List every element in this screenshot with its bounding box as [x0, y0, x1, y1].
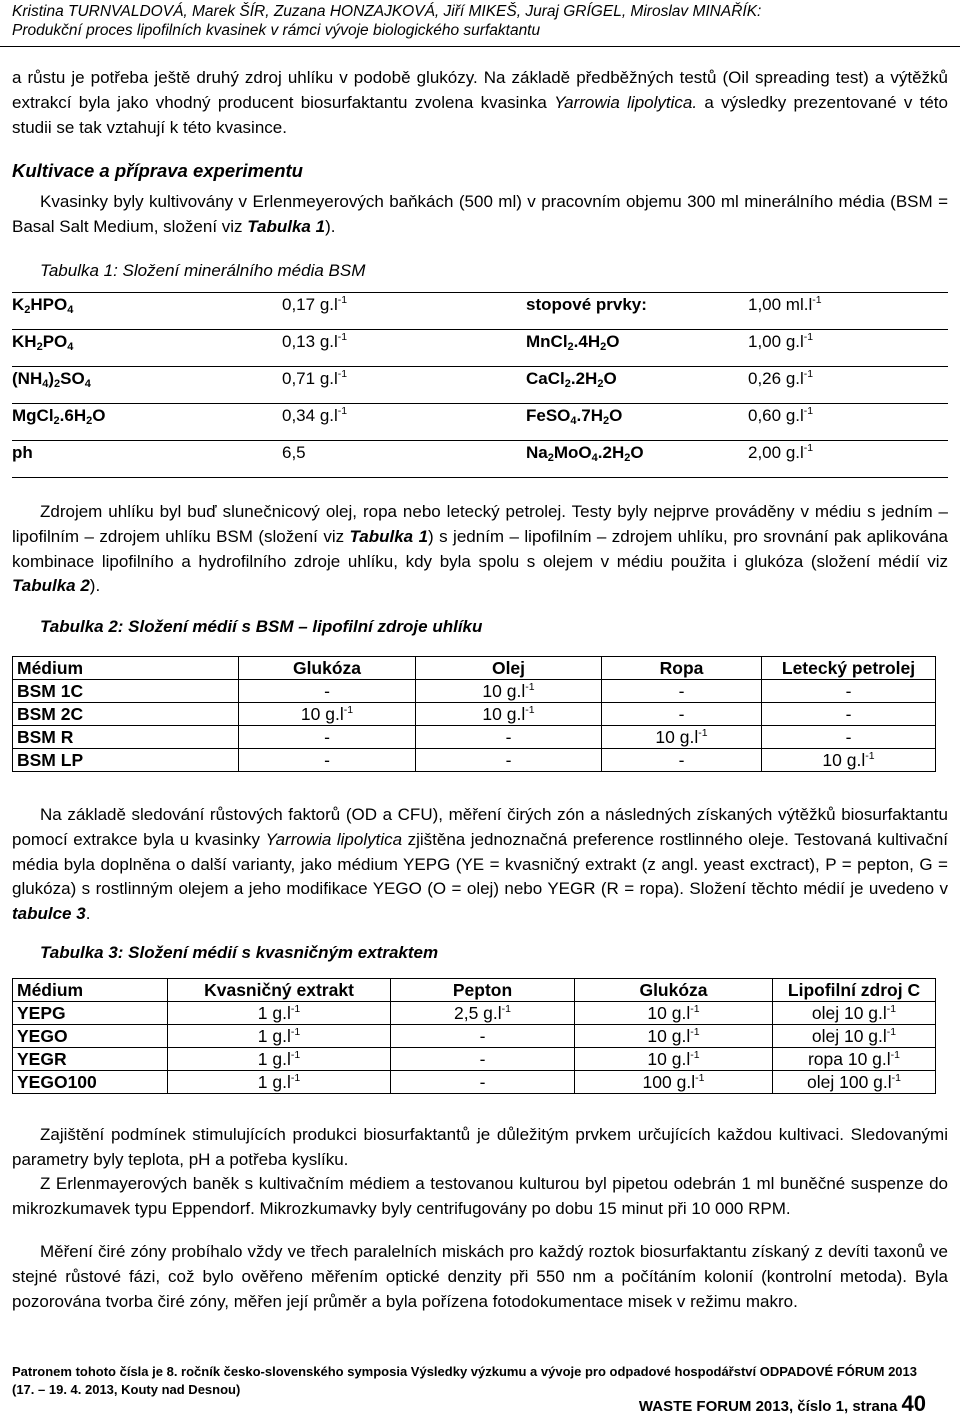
superscript-exponent: -1	[690, 1003, 700, 1015]
superscript-exponent: -1	[803, 368, 814, 380]
table-cell	[602, 726, 762, 749]
superscript-exponent: -1	[525, 704, 535, 716]
column-header: Médium	[13, 657, 239, 680]
table-cell	[575, 1071, 773, 1094]
value-unit: g.l	[319, 369, 338, 388]
table-cell	[239, 680, 416, 703]
para3-text-b: zjištěna jednoznačná preference rostlinného oleje. Testovaná kultivační média byla doplněna o další varianty, jako médium YEPG (YE = kvasničný extrakt (z angl. yeast exctract), P = pepton, G = glukóza) s rostlinným olejem a jeho modifikace YEGO (O = olej) nebo YEGR (R = ropa). Složení těchto médií je uvedeno v	[12, 829, 948, 899]
table3	[12, 978, 936, 1094]
compound-value	[282, 293, 526, 330]
superscript-exponent: -1	[337, 405, 348, 417]
cell-value: 10 g.l	[655, 727, 699, 747]
column-header: Ropa	[602, 657, 762, 680]
table-cell	[391, 1025, 575, 1048]
superscript-exponent: -1	[803, 331, 814, 343]
compound-name	[526, 330, 748, 367]
formula-part: )	[48, 369, 55, 388]
compound-name	[526, 293, 748, 330]
footer-patron: Patronem tohoto čísla je 8. ročník česko-slovenského symposia Výsledky výzkumu a vývoje pro odpadové hospodářství ODPADOVÉ FÓRUM 2013	[12, 1364, 917, 1379]
formula-part: MoO	[553, 443, 592, 462]
medium-name	[13, 749, 239, 772]
formula-subscript: 4	[591, 452, 598, 464]
compound-name	[526, 367, 748, 404]
table-row	[13, 1025, 936, 1048]
table-cell	[239, 749, 416, 772]
footer-journal-name: WASTE FORUM 2013, číslo 1, strana	[638, 1398, 902, 1415]
table-row	[12, 330, 948, 367]
superscript-exponent: -1	[803, 442, 814, 454]
cell-value: -	[479, 1026, 486, 1046]
formula-subscript: 4	[570, 415, 577, 427]
formula-subscript: 4	[67, 341, 74, 353]
table-row	[13, 680, 936, 703]
column-header: Pepton	[391, 979, 575, 1002]
table-row	[12, 404, 948, 441]
table-cell	[773, 1071, 936, 1094]
cell-value: ropa 10 g.l	[807, 1049, 891, 1069]
intro-species: Yarrowia lipolytica.	[554, 92, 698, 112]
formula-part: PO	[42, 332, 68, 351]
formula-part: stopové prvky:	[526, 295, 647, 314]
cell-value: BSM R	[17, 727, 74, 747]
table-cell	[602, 680, 762, 703]
formula-subscript: 2	[603, 415, 610, 427]
formula-subscript: 2	[597, 378, 604, 390]
cell-value: 10 g.l	[482, 681, 526, 701]
cell-value: YEGO100	[17, 1072, 97, 1092]
formula-part: MnCl	[526, 332, 568, 351]
cell-value: 100 g.l	[642, 1072, 696, 1092]
cell-value: BSM 2C	[17, 704, 84, 724]
superscript-exponent: -1	[690, 1049, 700, 1061]
table1-caption: Tabulka 1: Složení minerálního média BSM	[40, 261, 366, 280]
cell-value: olej 10 g.l	[811, 1026, 887, 1046]
medium-name	[13, 1071, 168, 1094]
formula-subscript: 2	[547, 452, 554, 464]
cell-value: -	[324, 727, 330, 747]
value-number: 0,26	[748, 369, 786, 388]
value-number: 6,5	[282, 443, 306, 462]
cell-value: -	[505, 727, 512, 747]
paragraph-preference	[12, 803, 948, 927]
header-authors: Kristina TURNVALDOVÁ, Marek ŠÍR, Zuzana HONZAJKOVÁ, Jiří MIKEŠ, Juraj GRÍGEL, Miroslav MINAŘÍK:	[12, 3, 762, 20]
value-number: 0,60	[748, 406, 786, 425]
formula-part: .2H	[570, 369, 598, 388]
cell-value: 1 g.l	[257, 1049, 291, 1069]
column-header: Letecký petrolej	[762, 657, 936, 680]
cell-value: -	[845, 727, 852, 747]
superscript-exponent: -1	[501, 1003, 512, 1015]
formula-subscript: 2	[567, 341, 574, 353]
table-cell	[168, 1025, 391, 1048]
intro-paragraph	[12, 66, 948, 140]
compound-value	[282, 404, 526, 441]
medium-name	[13, 726, 239, 749]
table3-caption	[40, 943, 438, 963]
superscript-exponent: -1	[695, 1072, 705, 1084]
formula-subscript: 2	[600, 341, 607, 353]
superscript-exponent: -1	[290, 1049, 301, 1061]
superscript-exponent: -1	[337, 368, 348, 380]
formula-subscript: 2	[86, 415, 93, 427]
medium-name	[13, 680, 239, 703]
cell-value: YEPG	[17, 1003, 66, 1023]
cell-value: 10 g.l	[647, 1049, 691, 1069]
table-cell	[575, 1048, 773, 1071]
formula-part: .4H	[573, 332, 601, 351]
compound-value	[282, 367, 526, 404]
compound-value	[748, 441, 948, 478]
cell-value: -	[479, 1072, 486, 1092]
value-number: 0,34	[282, 406, 320, 425]
cell-value: -	[845, 681, 852, 701]
formula-subscript: 4	[42, 378, 49, 390]
table-cell	[773, 1048, 936, 1071]
formula-subscript: 2	[24, 304, 31, 316]
cell-value: 1 g.l	[257, 1026, 291, 1046]
medium-name	[13, 703, 239, 726]
formula-part: SO	[60, 369, 85, 388]
header-title: Produkční proces lipofilních kvasinek v rámci vývoje biologického surfaktantu	[12, 22, 541, 39]
compound-value	[748, 330, 948, 367]
compound-value	[282, 441, 526, 478]
table-cell	[575, 1025, 773, 1048]
paragraph-conditions: Zajištění podmínek stimulujících produkci biosurfaktantů je důležitým prvkem určujících každou kultivaci. Sledovanými parametry byly teplota, pH a potřeba kyslíku.	[12, 1125, 948, 1169]
value-unit: g.l	[319, 406, 338, 425]
value-number: 0,17	[282, 295, 320, 314]
para3-text-c: .	[85, 904, 91, 924]
value-unit: g.l	[785, 369, 804, 388]
value-number: 0,13	[282, 332, 320, 351]
table-cell	[416, 726, 602, 749]
superscript-exponent: -1	[525, 681, 535, 693]
table-row	[13, 703, 936, 726]
formula-part: FeSO	[526, 406, 571, 425]
cell-value: 1 g.l	[257, 1072, 291, 1092]
paragraph-sampling: Z Erlenmayerových baněk s kultivačním médiem a testovanou kulturou byl pipetou odebrán 1 ml buněčné suspenze do mikrozkumavek typu Eppendorf. Mikrozkumavky byly centrifugovány po dobu 15 minut při 10 000 RPM.	[12, 1174, 948, 1218]
para2-text-a: Zdrojem uhlíku byl buď slunečnicový olej, ropa nebo letecký petrolej. Testy byly nejprve prováděny v médiu s jedním – lipofilním – zdrojem uhlíku BSM (složení viz	[12, 502, 948, 546]
superscript-exponent: -1	[690, 1026, 700, 1038]
superscript-exponent: -1	[337, 331, 348, 343]
table-cell	[602, 749, 762, 772]
column-header: Glukóza	[239, 657, 416, 680]
page-number: 40	[901, 1391, 926, 1416]
cell-value: 10 g.l	[482, 704, 526, 724]
intro-text-b: a výsledky prezentované v této studii se tak vztahují k této kvasince.	[12, 92, 948, 137]
value-number: 1,00 ml.l	[748, 295, 813, 314]
formula-part: KH	[12, 332, 37, 351]
cell-value: -	[505, 750, 512, 770]
section-heading: Kultivace a příprava experimentu	[12, 160, 303, 181]
table-cell	[602, 703, 762, 726]
table-cell	[239, 726, 416, 749]
cell-value: -	[678, 750, 685, 770]
table-cell	[391, 1002, 575, 1025]
table-cell	[168, 1048, 391, 1071]
cell-value: YEGO	[17, 1026, 68, 1046]
formula-part: O	[606, 332, 620, 351]
superscript-exponent: -1	[337, 294, 348, 306]
table-cell	[762, 726, 936, 749]
cell-value: -	[845, 704, 852, 724]
table2	[12, 656, 936, 772]
value-unit: g.l	[319, 295, 338, 314]
table-cell	[762, 749, 936, 772]
cell-value: YEGR	[17, 1049, 67, 1069]
table-cell	[168, 1071, 391, 1094]
superscript-exponent: -1	[886, 1003, 897, 1015]
cell-value: -	[324, 681, 330, 701]
section-text-b: ).	[325, 216, 336, 236]
table-cell	[762, 703, 936, 726]
superscript-exponent: -1	[290, 1026, 301, 1038]
table-cell	[239, 703, 416, 726]
formula-part: ph	[12, 443, 33, 462]
table-row	[13, 1002, 936, 1025]
superscript-exponent: -1	[343, 704, 354, 716]
cell-value: 10 g.l	[647, 1026, 691, 1046]
table-cell	[575, 1002, 773, 1025]
table-cell	[416, 749, 602, 772]
cell-value: -	[678, 681, 685, 701]
running-header	[12, 2, 948, 40]
table-cell	[391, 1048, 575, 1071]
cell-value: 1 g.l	[257, 1003, 291, 1023]
para3-species: Yarrowia lipolytica	[265, 829, 403, 849]
table3-caption-text: Tabulka 3: Složení médií s kvasničným extraktem	[40, 943, 439, 962]
superscript-exponent: -1	[290, 1072, 301, 1084]
formula-part: O	[603, 369, 617, 388]
formula-part: (NH	[12, 369, 43, 388]
cell-value: 10 g.l	[647, 1003, 691, 1023]
section-text-a: Kvasinky byly kultivovány v Erlenmeyerových baňkách (500 ml) v pracovním objemu 300 ml minerálního média (BSM = Basal Salt Medium, složení viz	[12, 192, 948, 236]
formula-part: O	[92, 406, 106, 425]
table-row	[12, 441, 948, 478]
table-cell	[416, 680, 602, 703]
table-cell	[416, 703, 602, 726]
formula-part: K	[12, 295, 25, 314]
cell-value: -	[479, 1049, 486, 1069]
cell-value: BSM LP	[17, 750, 84, 770]
intro-text-a: a růstu je potřeba ještě druhý zdroj uhlíku v podobě glukózy. Na základě předběžných testů (Oil spreading test) a výtěžků extrakcí byla jako vhodný producent biosurfaktantu zvolena kvasinka	[12, 68, 948, 112]
column-header: Lipofilní zdroj C	[773, 979, 936, 1002]
formula-subscript: 2	[624, 452, 631, 464]
formula-part: .7H	[576, 406, 603, 425]
superscript-exponent: -1	[886, 1026, 897, 1038]
value-unit: g.l	[785, 406, 804, 425]
value-unit: g.l	[785, 443, 804, 462]
table2-caption-label: Tabulka 2	[40, 617, 118, 636]
footer-dates: (17. – 19. 4. 2013, Kouty nad Desnou)	[12, 1382, 241, 1397]
medium-name	[13, 1002, 168, 1025]
value-number: 1,00	[748, 332, 786, 351]
column-header: Olej	[416, 657, 602, 680]
table2-caption	[40, 617, 482, 637]
superscript-exponent: -1	[290, 1003, 301, 1015]
formula-part: .2H	[597, 443, 625, 462]
formula-subscript: 2	[54, 378, 61, 390]
compound-value	[748, 293, 948, 330]
table-cell	[168, 1002, 391, 1025]
cell-value: olej 100 g.l	[807, 1072, 892, 1092]
compound-name	[12, 367, 282, 404]
cell-value: olej 10 g.l	[811, 1003, 887, 1023]
header-rule	[0, 46, 960, 47]
formula-subscript: 2	[36, 341, 43, 353]
cell-value: -	[324, 750, 330, 770]
formula-subscript: 4	[84, 378, 91, 390]
superscript-exponent: -1	[812, 294, 822, 306]
cell-value: BSM 1C	[17, 681, 84, 701]
table2-reference: Tabulka 2	[12, 576, 90, 596]
cell-value: 10 g.l	[300, 704, 344, 724]
compound-name	[12, 441, 282, 478]
table-row	[13, 749, 936, 772]
formula-part: .6H	[59, 406, 87, 425]
compound-name	[526, 441, 748, 478]
table-row	[12, 367, 948, 404]
superscript-exponent: -1	[890, 1049, 901, 1061]
compound-name	[12, 293, 282, 330]
medium-name	[13, 1025, 168, 1048]
superscript-exponent: -1	[891, 1072, 901, 1084]
cell-value: 2,5 g.l	[453, 1003, 502, 1023]
compound-value	[282, 330, 526, 367]
formula-part: O	[630, 443, 644, 462]
para2-text-c: ).	[89, 576, 101, 596]
formula-part: MgCl	[12, 406, 54, 425]
formula-subscript: 4	[67, 304, 74, 316]
value-number: 2,00	[748, 443, 786, 462]
compound-value	[748, 404, 948, 441]
medium-name	[13, 1048, 168, 1071]
paragraph-clear-zone: Měření čiré zóny probíhalo vždy ve třech paralelních miskách pro každý roztok biosurfaktantu získaný z devíti taxonů ve stejné růstové fázi, což bylo ověřeno měřením optické denzity při 550 nm a počítáním kolonií (kontrolní metoda). Byla pozorována tvorba čiré zóny, měřen její průměr a byla pořízena fotodokumentace misek v režimu makro.	[12, 1242, 948, 1311]
table-cell	[773, 1025, 936, 1048]
table-cell	[773, 1002, 936, 1025]
table-row	[12, 293, 948, 330]
value-number: 0,71	[282, 369, 320, 388]
compound-name	[12, 330, 282, 367]
formula-part: CaCl	[526, 369, 565, 388]
formula-part: Na	[526, 443, 548, 462]
section-paragraph	[12, 190, 948, 240]
value-unit: g.l	[319, 332, 338, 351]
table-cell	[391, 1071, 575, 1094]
formula-part: O	[609, 406, 623, 425]
column-header: Kvasničný extrakt	[168, 979, 391, 1002]
superscript-exponent: -1	[803, 405, 814, 417]
table-row	[13, 1048, 936, 1071]
paragraph-carbon-sources	[12, 500, 948, 599]
superscript-exponent: -1	[865, 750, 875, 762]
table3-reference: tabulce 3	[12, 904, 86, 924]
para3-text-a: Na základě sledování růstových faktorů (OD a CFU), měření čirých zón a následných získaných výtěžků biosurfaktantu pomocí extrakce byla u kvasinky	[12, 805, 948, 849]
table2-caption-text: : Složení médií s BSM – lipofilní zdroje uhlíku	[117, 617, 483, 636]
table1	[12, 292, 948, 478]
column-header: Médium	[13, 979, 168, 1002]
column-header: Glukóza	[575, 979, 773, 1002]
cell-value: -	[678, 704, 685, 724]
table1-reference-2: Tabulka 1	[349, 526, 429, 546]
para2-text-b: ) s jedním – lipofilním – zdrojem uhlíku, pro srovnání pak aplikována kombinace lipofilního a hydrofilního zdroje uhlíku, kdy byla spolu s olejem v médiu použita i glukóza (složení médií viz	[12, 526, 948, 571]
compound-value	[748, 367, 948, 404]
formula-subscript: 2	[564, 378, 571, 390]
footer-journal	[639, 1391, 926, 1417]
compound-name	[526, 404, 748, 441]
formula-subscript: 2	[53, 415, 60, 427]
value-unit: g.l	[785, 332, 804, 351]
compound-name	[12, 404, 282, 441]
superscript-exponent: -1	[698, 727, 708, 739]
formula-part: HPO	[30, 295, 68, 314]
table-row	[13, 726, 936, 749]
table1-reference: Tabulka 1	[247, 216, 326, 236]
table-cell	[762, 680, 936, 703]
cell-value: 10 g.l	[822, 750, 866, 770]
table-row	[13, 1071, 936, 1094]
